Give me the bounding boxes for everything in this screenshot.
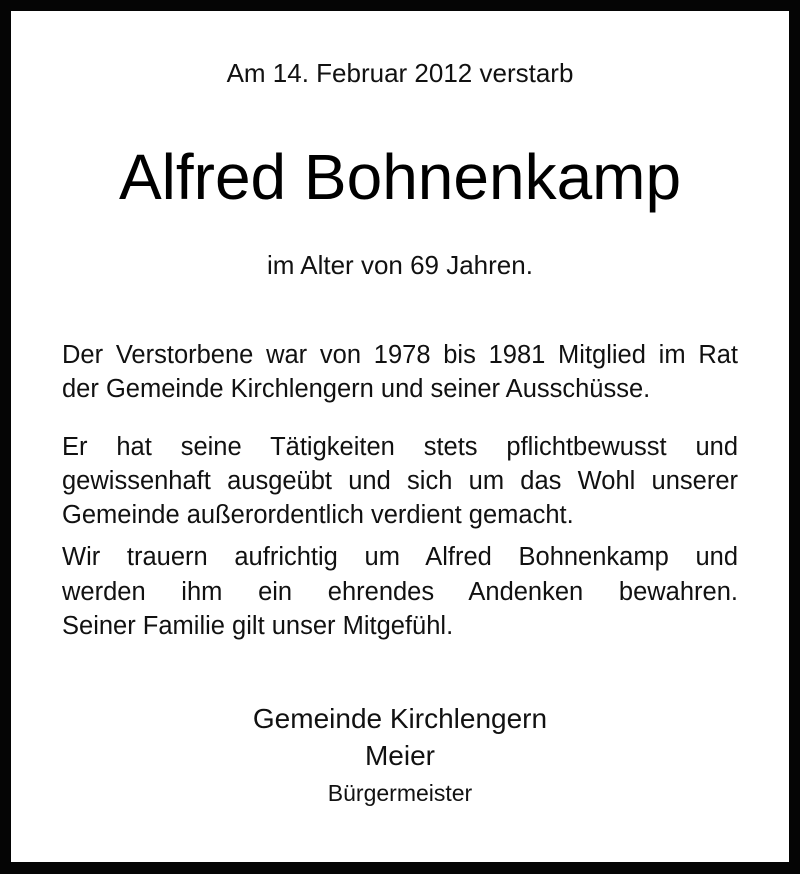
- text-line: Er hat seine Tätigkeiten stets pflichtbewusst und: [62, 433, 738, 461]
- signature-name: Meier: [364, 740, 435, 771]
- text-line: gewissenhaft ausgeübt und sich um das Wohl unserer: [62, 467, 738, 495]
- signature-organization: Gemeinde Kirchlengern: [252, 703, 548, 734]
- text-line: Seiner Familie gilt unser Mitgefühl.: [62, 612, 454, 640]
- text-line: Der Verstorbene war von 1978 bis 1981 Mitglied im Rat: [62, 341, 738, 369]
- text-line: Wir trauern aufrichtig um Alfred Bohnenkamp und: [62, 543, 738, 571]
- text-line: der Gemeinde Kirchlengern und seiner Ausschüsse.: [62, 375, 651, 403]
- text-line: Gemeinde außerordentlich verdient gemacht.: [62, 501, 574, 529]
- deceased-name: Alfred Bohnenkamp: [118, 141, 682, 213]
- intro-line: Am 14. Februar 2012 verstarb: [226, 58, 574, 88]
- text-line: werden ihm ein ehrendes Andenken bewahren.: [62, 578, 738, 606]
- signature-title: Bürgermeister: [327, 780, 473, 806]
- age-line: im Alter von 69 Jahren.: [267, 250, 533, 280]
